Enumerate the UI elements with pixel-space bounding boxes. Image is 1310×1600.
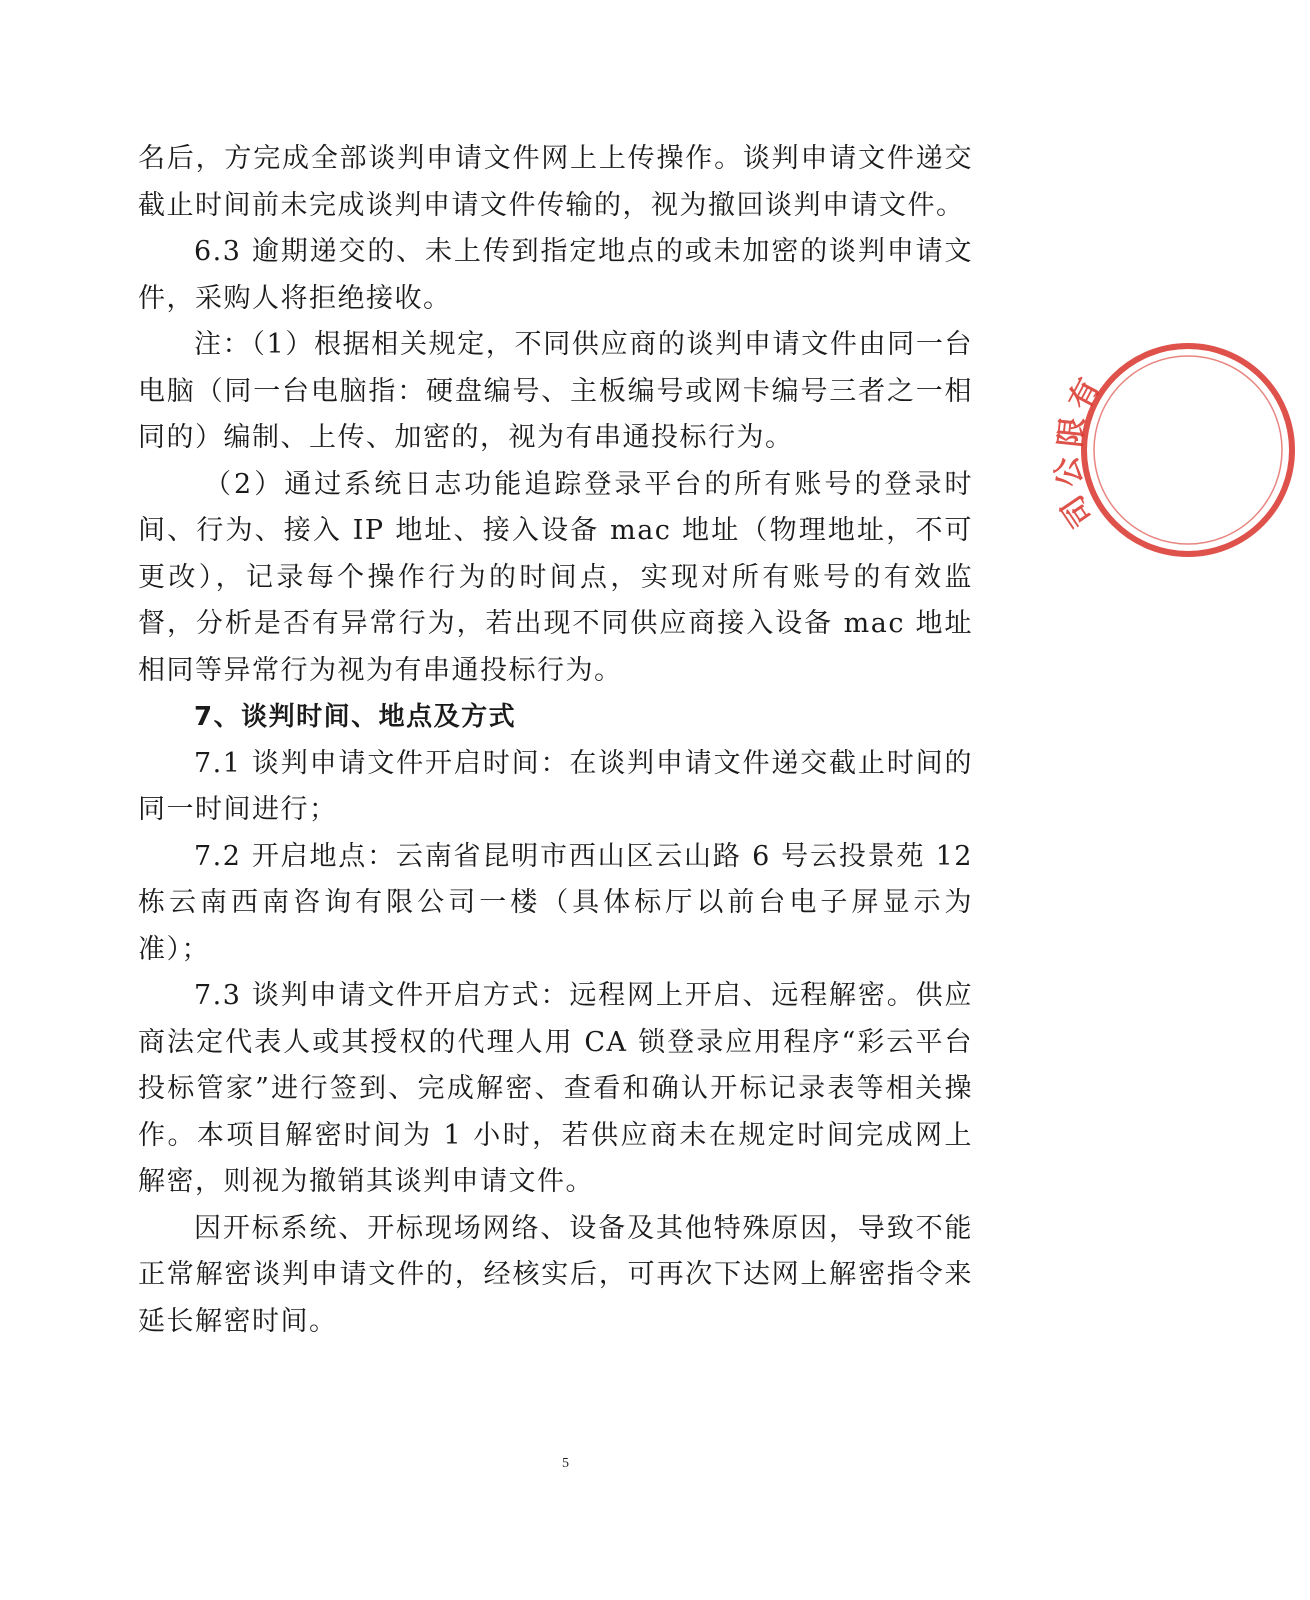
svg-text:司: 司 <box>1054 488 1101 534</box>
document-body <box>138 136 973 1345</box>
paragraph-note-2: （2）通过系统日志功能追踪登录平台的所有账号的登录时间、行为、接入 IP 地址、接入设备 mac 地址（物理地址，不可更改），记录每个操作行为的时间点，实现对所有账号的有效监督，分析是否有异常行为，若出现不同供应商接入设备 mac 地址相同等异常行为视为有串通投标行为。 <box>138 468 973 686</box>
paragraph-7-2: 7.2 开启地点：云南省昆明市西山区云山路 6 号云投景苑 12 栋云南西南咨询有限公司一楼（具体标厅以前台电子屏显示为准）； <box>138 840 973 965</box>
seal-icon <box>1048 340 1310 560</box>
company-seal-stamp <box>1048 340 1131 560</box>
paragraph-decrypt-extension: 因开标系统、开标现场网络、设备及其他特殊原因，导致不能正常解密谈判申请文件的，经核实后，可再次下达网上解密指令来延长解密时间。 <box>138 1212 973 1337</box>
page-number: 5 <box>562 1456 569 1471</box>
svg-text:有: 有 <box>1062 372 1108 416</box>
paragraph-note-1: 注：（1）根据相关规定，不同供应商的谈判申请文件由同一台电脑（同一台电脑指：硬盘编号、主板编号或网卡编号三者之一相同的）编制、上传、加密的，视为有串通投标行为。 <box>138 329 973 453</box>
section-heading-7: 7、谈判时间、地点及方式 <box>194 702 517 732</box>
svg-text:限: 限 <box>1053 415 1092 449</box>
paragraph-6-3: 6.3 逾期递交的、未上传到指定地点的或未加密的谈判申请文件，采购人将拒绝接收。 <box>138 236 973 314</box>
paragraph-7-3: 7.3 谈判申请文件开启方式：远程网上开启、远程解密。供应商法定代表人或其授权的代理人用 CA 锁登录应用程序“彩云平台投标管家”进行签到、完成解密、查看和确认开标记录表等相关操作。本项目解密时间为 1 小时，若供应商未在规定时间完成网上解密，则视为撤销其谈判申请文件。 <box>138 980 973 1197</box>
svg-text:公: 公 <box>1048 452 1090 491</box>
paragraph-continuation: 名后，方完成全部谈判申请文件网上上传操作。谈判申请文件递交截止时间前未完成谈判申请文件传输的，视为撤回谈判申请文件。 <box>138 143 973 221</box>
paragraph-7-1: 7.1 谈判申请文件开启时间：在谈判申请文件递交截止时间的同一时间进行； <box>138 747 973 825</box>
